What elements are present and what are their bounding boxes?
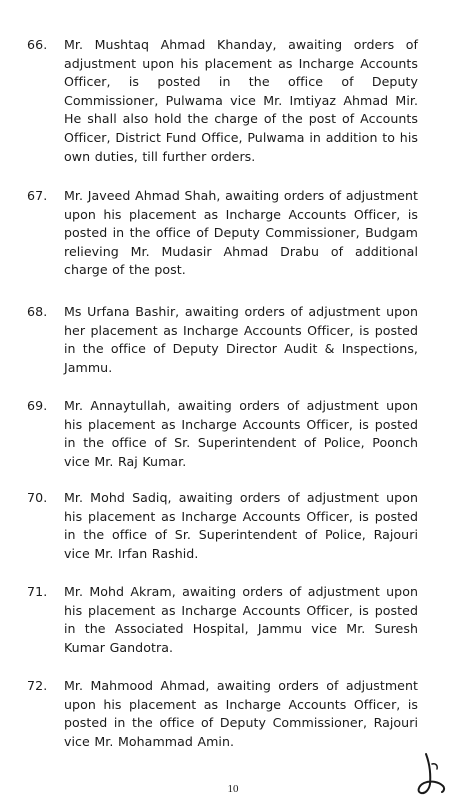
item-text: Mr. Mushtaq Ahmad Khanday, awaiting orders of adjustment upon his placement as Incharge Accounts Officer, is posted in the office of Deputy Commissioner, Pulwama vice Mr. Imtiyaz Ahmad Mir. He shall also hold the charge of the post of Accounts Officer, District Fund Office, Pulwama in addition to his own duties, till further orders. [64, 37, 418, 164]
page-number: 10 [227, 783, 239, 795]
item-number: 68. [27, 304, 48, 319]
item-number: 72. [27, 678, 48, 693]
item-text: Ms Urfana Bashir, awaiting orders of adjustment upon her placement as Incharge Accounts Officer, is posted in the office of Deputy Director Audit & Inspections, Jammu. [64, 304, 418, 375]
item-text: Mr. Mahmood Ahmad, awaiting orders of adjustment upon his placement as Incharge Accounts Officer, is posted in the office of Deputy Commissioner, Rajouri vice Mr. Mohammad Amin. [64, 678, 418, 749]
item-number: 69. [27, 398, 48, 413]
item-number: 71. [27, 584, 48, 599]
item-text: Mr. Javeed Ahmad Shah, awaiting orders of adjustment upon his placement as Incharge Accounts Officer, is posted in the office of Deputy Commissioner, Budgam relieving Mr. Mudasir Ahmad Drabu of additional charge of the post. [64, 188, 418, 278]
item-number: 66. [27, 37, 48, 52]
item-text: Mr. Mohd Akram, awaiting orders of adjustment upon his placement as Incharge Accounts Officer, is posted in the Associated Hospital, Jammu vice Mr. Suresh Kumar Gandotra. [64, 584, 418, 655]
item-number: 70. [27, 490, 48, 505]
item-text: Mr. Annaytullah, awaiting orders of adjustment upon his placement as Incharge Accounts Officer, is posted in the office of Sr. Superintendent of Police, Poonch vice Mr. Raj Kumar. [64, 398, 418, 469]
item-number: 67. [27, 188, 48, 203]
item-text: Mr. Mohd Sadiq, awaiting orders of adjustment upon his placement as Incharge Accounts Officer, is posted in the office of Sr. Superintendent of Police, Rajouri vice Mr. Irfan Rashid. [64, 490, 418, 561]
